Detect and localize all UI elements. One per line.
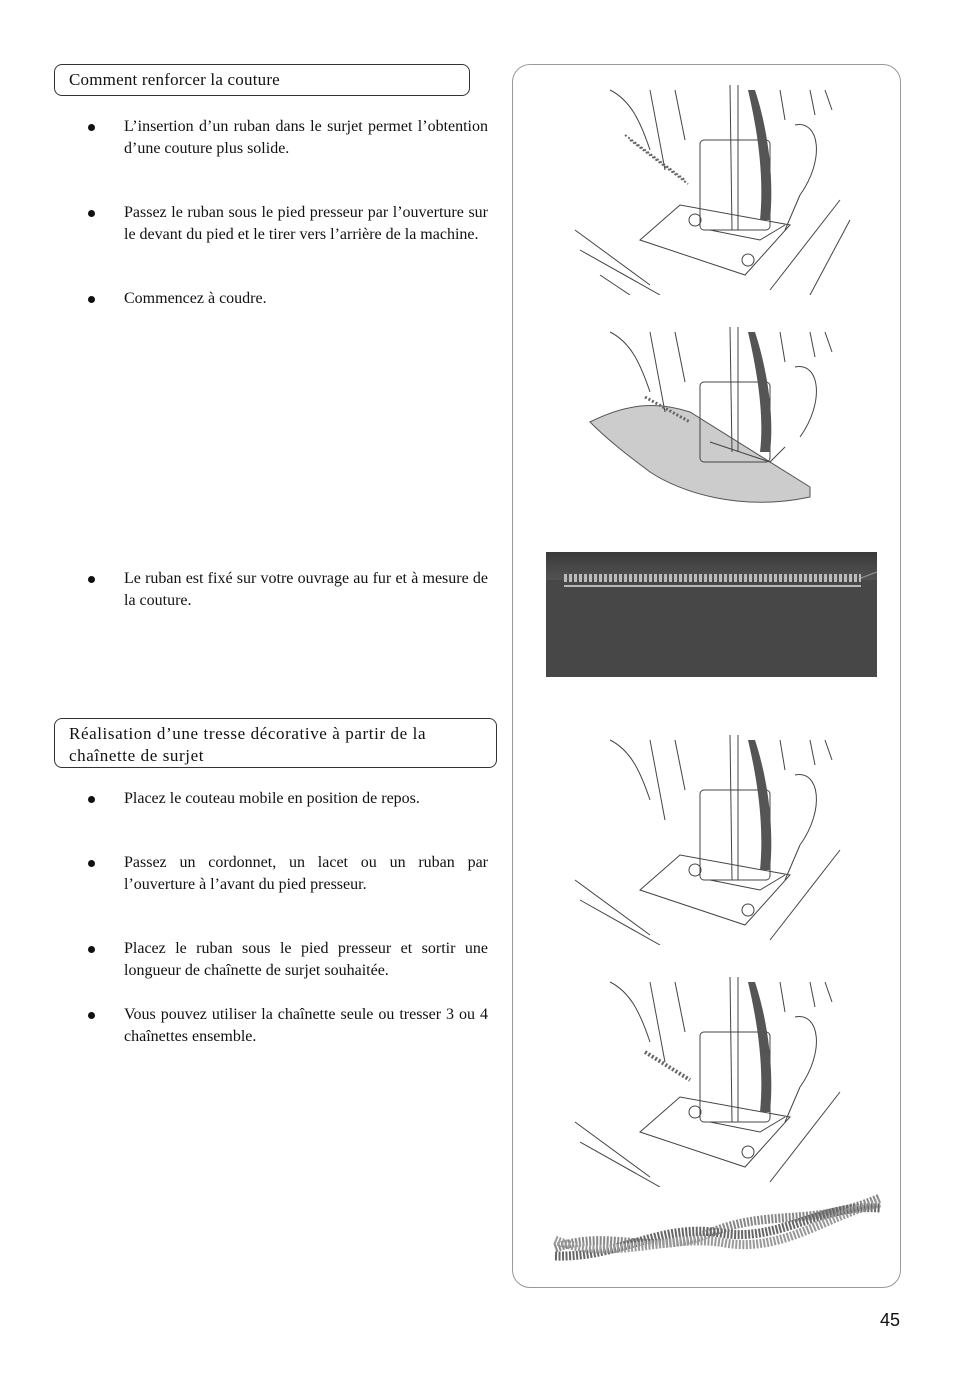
bullet-text: Passez le ruban sous le pied presseur par l’ouverture sur le devant du pied et le tirer vers l’arrière de la machine. (124, 204, 488, 243)
presser-foot-cord-illustration (570, 730, 870, 945)
list-item (88, 202, 488, 246)
bullet-dot (88, 576, 95, 583)
sewing-fabric-illustration (570, 322, 870, 522)
bullet-dot (88, 1012, 95, 1019)
bullet-text: Passez un cordonnet, un lacet ou un ruban par l’ouverture à l’avant du pied presseur. (124, 854, 488, 893)
section-heading-decorative-braid (54, 718, 497, 768)
list-item (88, 288, 488, 310)
list-item (88, 788, 488, 810)
seam-photo-image (546, 552, 877, 677)
bullet-dot (88, 860, 95, 867)
bullet-dot (88, 946, 95, 953)
chain-output-illustration (570, 972, 870, 1187)
section-heading-text: Réalisation d’une tresse décorative à partir de la chaînette de surjet (69, 724, 427, 765)
section-heading-reinforce-seam (54, 64, 470, 96)
section-heading-text: Comment renforcer la couture (69, 70, 280, 89)
bullet-dot (88, 210, 95, 217)
bullet-text: L’insertion d’un ruban dans le surjet permet l’obtention d’une couture plus solide. (124, 118, 488, 157)
bullet-dot (88, 124, 95, 131)
bullet-text: Placez le ruban sous le pied presseur et sortir une longueur de chaînette de surjet souhaitée. (124, 940, 488, 979)
bullet-text: Le ruban est fixé sur votre ouvrage au fur et à mesure de la couture. (124, 570, 488, 609)
list-item (88, 938, 488, 982)
presser-foot-ribbon-illustration (570, 80, 870, 295)
bullet-text: Vous pouvez utiliser la chaînette seule ou tresser 3 ou 4 chaînettes ensemble. (124, 1006, 488, 1045)
braid-illustration (550, 1188, 890, 1268)
list-item (88, 1004, 488, 1048)
list-item (88, 852, 488, 896)
bullet-text: Placez le couteau mobile en position de repos. (124, 790, 420, 807)
list-item (88, 568, 488, 612)
page-number: 45 (880, 1310, 901, 1330)
seam-photo (546, 552, 877, 677)
bullet-dot (88, 796, 95, 803)
bullet-text: Commencez à coudre. (124, 290, 267, 307)
list-item (88, 116, 488, 160)
bullet-dot (88, 296, 95, 303)
